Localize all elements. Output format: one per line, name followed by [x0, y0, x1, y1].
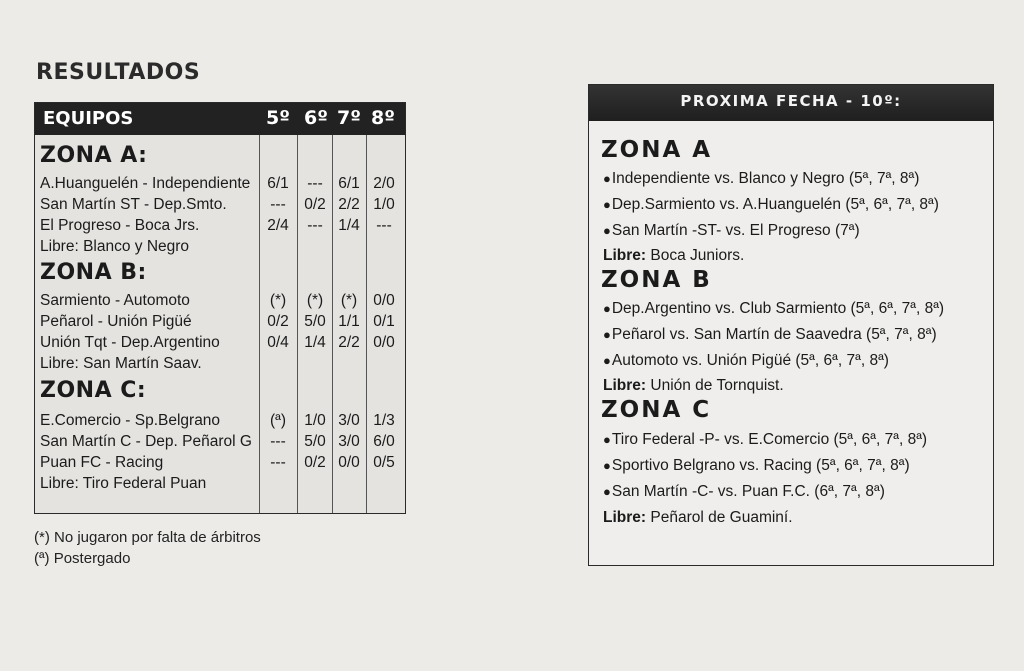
fixture-text: Sportivo Belgrano vs. Racing (5ª, 6ª, 7ª, 8ª): [611, 457, 910, 474]
score-cell: ---: [307, 217, 323, 234]
libre-line: [603, 247, 744, 265]
score-cell: 2/2: [338, 334, 360, 351]
score-cell: 0/2: [304, 454, 326, 471]
table-row: [35, 173, 405, 194]
score-cell: 1/0: [304, 412, 326, 429]
list-item: [603, 326, 937, 344]
fixture-text: San Martín -ST- vs. El Progreso (7ª): [611, 222, 860, 239]
results-table: [34, 102, 406, 514]
footnote-postergado: (ª) Postergado: [34, 550, 131, 567]
score-cell: 6/1: [267, 175, 289, 192]
libre-label: Libre:: [603, 377, 647, 394]
score-cell: 5/0: [304, 313, 326, 330]
table-row: [35, 215, 405, 236]
list-item: [603, 196, 939, 214]
score-cell: 0/2: [267, 313, 289, 330]
table-row: [35, 332, 405, 353]
score-cell: 1/4: [304, 334, 326, 351]
score-cell: (*): [269, 292, 287, 309]
next-round-header: PROXIMA FECHA - 10º:: [589, 85, 993, 121]
zone-b-title: ZONA B:: [40, 260, 147, 285]
fixture-text: Independiente vs. Blanco y Negro (5ª, 7ª, 8ª): [611, 170, 920, 187]
score-cell: 3/0: [338, 433, 360, 450]
fixture-text: Tiro Federal -P- vs. E.Comercio (5ª, 6ª, 7ª, 8ª): [611, 431, 928, 448]
libre-text: Libre: Tiro Federal Puan: [40, 475, 207, 492]
score-cell: 5/0: [304, 433, 326, 450]
results-header: [35, 103, 405, 135]
score-cell: 0/4: [267, 334, 289, 351]
column-header-5: 5º: [266, 107, 290, 129]
libre-line: [603, 509, 793, 527]
libre-label: Libre:: [603, 247, 647, 264]
libre-label: Libre:: [603, 509, 647, 526]
libre-team: Peñarol de Guaminí.: [650, 509, 793, 526]
score-cell: ---: [307, 175, 323, 192]
table-row: [35, 410, 405, 431]
score-cell: 2/2: [338, 196, 360, 213]
bullet-icon: ●: [603, 353, 611, 368]
column-header-6: 6º: [304, 107, 328, 129]
zone-c-title: ZONA C:: [40, 378, 147, 403]
score-cell: ---: [376, 217, 392, 234]
table-row: [35, 431, 405, 452]
score-cell: (ª): [269, 412, 287, 429]
list-item: [603, 352, 889, 370]
match-name: San Martín C - Dep. Peñarol G: [40, 433, 252, 450]
score-cell: 6/1: [338, 175, 360, 192]
page-title: RESULTADOS: [36, 60, 201, 85]
libre-row: [35, 473, 405, 494]
match-name: Puan FC - Racing: [40, 454, 164, 471]
next-round-box: [588, 84, 994, 566]
score-cell: 2/4: [267, 217, 289, 234]
libre-text: Libre: San Martín Saav.: [40, 355, 202, 372]
match-name: Sarmiento - Automoto: [40, 292, 190, 309]
next-zone-c-title: ZONA C: [601, 397, 712, 423]
footnote-no-jugaron: (*) No jugaron por falta de árbitros: [34, 529, 261, 546]
bullet-icon: ●: [603, 484, 611, 499]
score-cell: 2/0: [373, 175, 395, 192]
score-cell: (*): [306, 292, 324, 309]
table-row: [35, 290, 405, 311]
score-cell: 0/0: [373, 334, 395, 351]
score-cell: 0/0: [338, 454, 360, 471]
bullet-icon: ●: [603, 458, 611, 473]
column-header-7: 7º: [337, 107, 361, 129]
score-cell: 1/4: [338, 217, 360, 234]
score-cell: ---: [270, 196, 286, 213]
list-item: [603, 222, 860, 240]
libre-row: [35, 353, 405, 374]
bullet-icon: ●: [603, 301, 611, 316]
fixture-text: Dep.Sarmiento vs. A.Huanguelén (5ª, 6ª, 7ª, 8ª): [611, 196, 939, 213]
list-item: [603, 431, 927, 449]
match-name: A.Huanguelén - Independiente: [40, 175, 251, 192]
match-name: E.Comercio - Sp.Belgrano: [40, 412, 221, 429]
score-cell: 0/1: [373, 313, 395, 330]
score-cell: (*): [340, 292, 358, 309]
fixture-text: Dep.Argentino vs. Club Sarmiento (5ª, 6ª, 7ª, 8ª): [611, 300, 945, 317]
libre-row: [35, 236, 405, 257]
next-zone-b-title: ZONA B: [601, 267, 712, 293]
column-header-8: 8º: [371, 107, 395, 129]
libre-text: Libre: Blanco y Negro: [40, 238, 190, 255]
list-item: [603, 483, 885, 501]
match-name: Unión Tqt - Dep.Argentino: [40, 334, 220, 351]
score-cell: ---: [270, 433, 286, 450]
libre-team: Boca Juniors.: [650, 247, 745, 264]
match-name: San Martín ST - Dep.Smto.: [40, 196, 227, 213]
libre-line: [603, 377, 784, 395]
table-row: [35, 311, 405, 332]
fixture-text: Peñarol vs. San Martín de Saavedra (5ª, 7ª, 8ª): [611, 326, 937, 343]
score-cell: 0/2: [304, 196, 326, 213]
bullet-icon: ●: [603, 171, 611, 186]
fixture-text: Automoto vs. Unión Pigüé (5ª, 6ª, 7ª, 8ª): [611, 352, 889, 369]
libre-team: Unión de Tornquist.: [650, 377, 784, 394]
list-item: [603, 300, 944, 318]
score-cell: 1/3: [373, 412, 395, 429]
bullet-icon: ●: [603, 432, 611, 447]
match-name: Peñarol - Unión Pigüé: [40, 313, 192, 330]
list-item: [603, 457, 910, 475]
table-row: [35, 194, 405, 215]
bullet-icon: ●: [603, 327, 611, 342]
list-item: [603, 170, 919, 188]
score-cell: ---: [270, 454, 286, 471]
fixture-text: San Martín -C- vs. Puan F.C. (6ª, 7ª, 8ª): [611, 483, 885, 500]
score-cell: 6/0: [373, 433, 395, 450]
zone-a-title: ZONA A:: [40, 143, 148, 168]
table-row: [35, 452, 405, 473]
score-cell: 0/0: [373, 292, 395, 309]
next-zone-a-title: ZONA A: [601, 137, 713, 163]
score-cell: 1/1: [338, 313, 360, 330]
score-cell: 1/0: [373, 196, 395, 213]
column-header-equipos: EQUIPOS: [43, 108, 134, 129]
match-name: El Progreso - Boca Jrs.: [40, 217, 200, 234]
bullet-icon: ●: [603, 197, 611, 212]
score-cell: 0/5: [373, 454, 395, 471]
bullet-icon: ●: [603, 223, 611, 238]
score-cell: 3/0: [338, 412, 360, 429]
